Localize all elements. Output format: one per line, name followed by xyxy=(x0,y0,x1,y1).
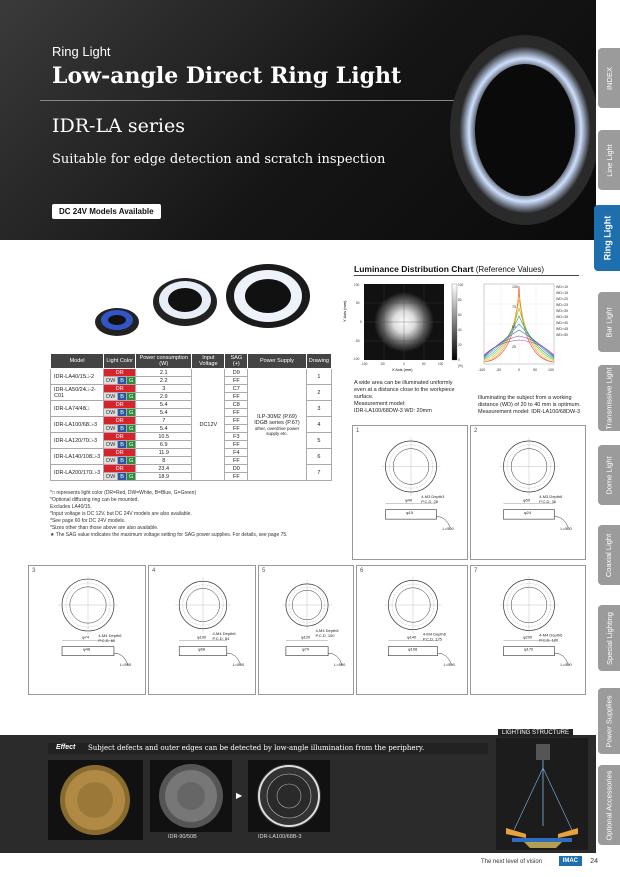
sag-cell: FF xyxy=(225,457,248,465)
map-y-tick: 100 xyxy=(354,283,360,287)
color-cell: DW xyxy=(104,425,118,433)
tab-optional-accessories[interactable]: Optional Accessories xyxy=(598,765,620,845)
power-cell: 11.9 xyxy=(136,449,192,457)
table-row xyxy=(51,369,332,377)
effect-text: Subject defects and outer edges can be detected by low-angle illumination from the periphery. xyxy=(88,744,425,752)
effect-bar xyxy=(48,743,488,754)
tab-bar-light[interactable]: Bar Light xyxy=(598,292,620,352)
dim-inner: φ108 xyxy=(408,646,418,652)
cable-length: L=500 xyxy=(119,662,132,668)
map-y-tick: 0 xyxy=(360,320,362,324)
tab-dome-light[interactable]: Dome Light xyxy=(598,445,620,505)
svg-text:50: 50 xyxy=(512,325,516,329)
tab-power-supplies[interactable]: Power Supplies xyxy=(598,688,620,754)
color-cell: DR xyxy=(104,369,136,377)
color-cell: DW xyxy=(104,473,118,481)
dim-inner: φ68 xyxy=(198,646,206,652)
dim-inner: φ170 xyxy=(524,646,534,652)
hole-spec: 4-M4 Depth6 xyxy=(212,630,236,636)
ring-light-hero-image xyxy=(430,30,600,230)
page-subtitle: Suitable for edge detection and scratch inspection xyxy=(52,152,386,167)
page-footer xyxy=(0,853,620,877)
model-cell: IDR-LA100/68□-3 xyxy=(51,417,104,433)
color-cell: G xyxy=(126,457,135,465)
spec-table: Model Light Color Power consumption (W) Input Voltage SAG (+) Power Supply Drawing IDR-LA40/15□-2 DR 2.1 DC12V D9 ILP-30M2 (P.69) IDGB series (P.67) other, overdrive power supply etc. 1 DW B G 2.2 FF IDR-LA50/24□-2-C01 DR 3 C7 2 DW B G 2.9 FF IDR-LA74/48□ DR 5.4 C8 3 DW B G 5.4 FF IDR-LA100/68□-3 DR 7 FF 4 DW B G 5.4 FF IDR-LA120/70□-3 DR 10.5 F3 5 DW B G 6.9 FF IDR-LA140/108□-3 DR 11.9 F4 6 DW B G 8 FF IDR-LA200/170□-3 DR 23.4 D0 7 DW B G 18.9 FF xyxy=(50,353,332,481)
sag-cell: FF xyxy=(225,417,248,425)
page-number: 24 xyxy=(590,858,598,865)
svg-text:0: 0 xyxy=(458,358,460,362)
tab-index[interactable]: INDEX xyxy=(598,48,620,108)
cable-length: L=500 xyxy=(560,525,572,531)
drawing-7: 7 φ200 φ170 4-M4 Depth6 P.C.D. 180 L=500 xyxy=(470,565,586,695)
dim-outer: φ50 xyxy=(523,497,531,503)
power-cell: 2.9 xyxy=(136,393,192,401)
power-cell: 8 xyxy=(136,457,192,465)
cable-length: L=500 xyxy=(443,662,455,668)
color-cell: B xyxy=(118,393,127,401)
dim-outer: φ200 xyxy=(523,634,533,640)
drawing-cell: 3 xyxy=(306,401,331,417)
dim-outer: φ140 xyxy=(407,634,417,640)
voltage-cell: DC12V xyxy=(192,369,225,481)
drawing-3: 3 φ74 φ48 4-M4 Depth6 P.C.D. 60 L=500 xyxy=(28,565,146,695)
power-cell: 5.4 xyxy=(136,401,192,409)
power-cell: 10.5 xyxy=(136,433,192,441)
power-cell: 5.4 xyxy=(136,425,192,433)
product-photos xyxy=(85,262,315,342)
dim-inner: φ24 xyxy=(524,509,532,515)
lighting-structure-diagram xyxy=(496,738,588,850)
color-cell: B xyxy=(118,409,127,417)
power-cell: 2.2 xyxy=(136,377,192,385)
color-cell: G xyxy=(126,473,135,481)
curve-legend: WD=50 xyxy=(556,333,569,337)
model-cell: IDR-LA140/108□-3 xyxy=(51,449,104,465)
tab-line-light[interactable]: Line Light xyxy=(598,130,620,190)
footer-tagline: The next level of vision xyxy=(480,859,542,865)
company-logo: IMAC xyxy=(559,856,582,866)
pcd-label: P.C.D. 84 xyxy=(212,635,230,641)
svg-text:(%): (%) xyxy=(458,364,463,368)
svg-text:50: 50 xyxy=(533,368,537,372)
color-cell: DW xyxy=(104,441,118,449)
model-cell: IDR-LA120/70□-3 xyxy=(51,433,104,449)
curve-legend: WD=20 xyxy=(556,297,569,301)
sag-cell: FF xyxy=(225,409,248,417)
x-axis-label: X Axis (mm) xyxy=(392,368,413,372)
pcd-label: P.C.D. 125 xyxy=(422,636,442,642)
power-cell: 18.9 xyxy=(136,473,192,481)
map-y-tick: -100 xyxy=(353,357,360,361)
hole-spec: 4-M3 Depth3 xyxy=(421,494,445,500)
lighting-structure-title: LIGHTING STRUCTURE xyxy=(498,729,573,737)
color-cell: G xyxy=(126,377,135,385)
dim-outer: φ74 xyxy=(82,634,90,640)
section-tabs xyxy=(596,0,620,877)
color-cell: DW xyxy=(104,457,118,465)
drawing-cell: 7 xyxy=(306,465,331,481)
color-cell: DW xyxy=(104,377,118,385)
svg-text:40: 40 xyxy=(458,328,462,332)
color-cell: DR xyxy=(104,385,136,393)
sag-cell: FF xyxy=(225,441,248,449)
power-cell: 7 xyxy=(136,417,192,425)
color-cell: B xyxy=(118,457,127,465)
drawing-4: 4 φ100 φ68 4-M4 Depth6 P.C.D. 84 L=500 xyxy=(148,565,256,695)
cable-length: L=500 xyxy=(442,525,454,531)
series-name: IDR-LA series xyxy=(52,115,185,137)
pcd-label: P.C.D. 28 xyxy=(421,499,439,505)
curve-legend: WD=10 xyxy=(556,285,569,289)
sag-cell: D9 xyxy=(225,369,248,377)
svg-text:100: 100 xyxy=(458,283,464,287)
drawing-cell: 6 xyxy=(306,449,331,465)
model-cell: IDR-LA40/15□-2 xyxy=(51,369,104,385)
curve-legend: WD=35 xyxy=(556,315,569,319)
map-y-tick: 50 xyxy=(356,301,360,305)
drawing-cell: 1 xyxy=(306,369,331,385)
sag-cell: F4 xyxy=(225,449,248,457)
color-cell: B xyxy=(118,425,127,433)
sag-cell: C8 xyxy=(225,401,248,409)
page-title: Low-angle Direct Ring Light xyxy=(52,63,402,89)
power-cell: 5.4 xyxy=(136,409,192,417)
sag-cell: FF xyxy=(225,425,248,433)
luminance-caption-right: Illuminating the subject from a working distance (WD) of 20 to 40 mm is optimum. Measurement model: IDR-LA100/68DW-3 xyxy=(478,395,581,415)
color-cell: DR xyxy=(104,449,136,457)
svg-text:0: 0 xyxy=(518,368,520,372)
color-cell: B xyxy=(118,377,127,385)
dim-outer: φ40 xyxy=(405,497,413,503)
luminance-curves xyxy=(476,280,586,380)
svg-text:25: 25 xyxy=(512,345,516,349)
svg-text:75: 75 xyxy=(512,305,516,309)
coin-photo-low-angle-ring xyxy=(248,760,330,832)
hole-spec: 4-M4 Depth6 xyxy=(98,632,122,638)
luminance-divider xyxy=(354,275,579,276)
drawing-cell: 5 xyxy=(306,433,331,449)
map-x-tick: 50 xyxy=(422,362,426,366)
tab-coaxial-light[interactable]: Coaxial Light xyxy=(598,525,620,585)
drawing-6: 6 φ140 φ108 4-M4 Depth6 P.C.D. 125 L=500 xyxy=(356,565,468,695)
dc24v-badge: DC 24V Models Available xyxy=(52,204,161,219)
power-cell: 6.9 xyxy=(136,441,192,449)
dim-inner: φ48 xyxy=(83,646,91,652)
drawing-5: 5 φ120 φ70 4-M4 Depth6 P.C.D. 100 L=500 xyxy=(258,565,354,695)
pcd-label: P.C.D. 100 xyxy=(315,633,335,639)
model-cell: IDR-LA74/48□ xyxy=(51,401,104,417)
curve-legend: WD=30 xyxy=(556,309,569,313)
map-x-tick: -50 xyxy=(380,362,385,366)
svg-text:80: 80 xyxy=(458,298,462,302)
color-cell: B xyxy=(118,441,127,449)
dim-inner: φ70 xyxy=(302,646,310,652)
svg-text:-100: -100 xyxy=(478,368,486,372)
hole-spec: 4-M4 Depth6 xyxy=(539,632,563,638)
cable-length: L=500 xyxy=(560,662,572,668)
svg-text:20: 20 xyxy=(458,343,462,347)
map-x-tick: -100 xyxy=(361,362,368,366)
power-cell: 2.1 xyxy=(136,369,192,377)
color-cell: G xyxy=(126,425,135,433)
hole-spec: 4-M4 Depth6 xyxy=(315,628,339,634)
curve-legend: WD=25 xyxy=(556,303,569,307)
dim-inner: φ15 xyxy=(406,509,414,515)
pcd-label: P.C.D. 36 xyxy=(539,499,557,505)
tab-special-lighting[interactable]: Special Lighting xyxy=(598,605,620,671)
color-cell: DR xyxy=(104,433,136,441)
tab-transmissive-light[interactable]: Transmissive Light xyxy=(598,365,620,431)
color-cell: DR xyxy=(104,401,136,409)
curve-legend: WD=15 xyxy=(556,291,569,295)
sag-cell: F3 xyxy=(225,433,248,441)
model-cell: IDR-LA50/24□-2-C01 xyxy=(51,385,104,401)
drawing-cell: 2 xyxy=(306,385,331,401)
hole-spec: 4-M3 Depth6 xyxy=(539,494,563,500)
sag-cell: FF xyxy=(225,473,248,481)
cable-length: L=500 xyxy=(334,662,346,668)
arrow-icon: ▶ xyxy=(236,791,243,800)
curve-legend: WD=40 xyxy=(556,321,569,325)
power-cell: 3 xyxy=(136,385,192,393)
hole-spec: 4-M4 Depth6 xyxy=(422,631,446,637)
power-cell: 23.4 xyxy=(136,465,192,473)
color-cell: DW xyxy=(104,409,118,417)
power-supply-cell: ILP-30M2 (P.69) IDGB series (P.67) other, overdrive power supply etc. xyxy=(248,369,307,481)
svg-text:60: 60 xyxy=(458,313,462,317)
cable-length: L=500 xyxy=(232,662,244,668)
tab-ring-light[interactable]: Ring Light xyxy=(594,205,620,271)
luminance-caption-left: A wide area can be illuminated uniformly even at a distance close to the workpiece surface. Measurement model: IDR-LA100/68DW-3 WD: 20mm xyxy=(354,380,455,414)
coin-photo-original xyxy=(48,760,143,840)
sag-cell: FF xyxy=(225,393,248,401)
color-cell: B xyxy=(118,473,127,481)
color-cell: G xyxy=(126,441,135,449)
hero-banner xyxy=(0,0,596,240)
pcd-label: P.C.D. 60 xyxy=(98,637,116,643)
color-cell: DR xyxy=(104,465,136,473)
drawing-cell: 4 xyxy=(306,417,331,433)
sag-cell: D0 xyxy=(225,465,248,473)
model-cell: IDR-LA200/170□-3 xyxy=(51,465,104,481)
dim-outer: φ120 xyxy=(301,634,311,640)
coin-photo-standard-ring xyxy=(150,760,232,832)
svg-text:-50: -50 xyxy=(496,368,502,372)
spec-notes: *□ represents light color (DR=Red, DW=White, B=Blue, G=Green) *Optional diffusing ring can be mounted. Excludes LA40/15. *Input voltage is DC 12V, but DC 24V models are also available. *See page 60 for DC 24V models. *Sizes other than those above are also available. ★ The SAG value indicates the maximum voltage setting for SAG power supplies. For details, see page 75. xyxy=(50,490,288,538)
sag-cell: FF xyxy=(225,377,248,385)
luminance-map xyxy=(342,280,470,375)
y-axis-label: Y Axis (mm) xyxy=(342,300,347,322)
effect-label: Effect xyxy=(56,744,76,751)
svg-text:100: 100 xyxy=(548,368,554,372)
color-cell: G xyxy=(126,393,135,401)
caption-standard: IDR-90/50B xyxy=(168,834,197,840)
curve-legend: WD=45 xyxy=(556,327,569,331)
dim-outer: φ100 xyxy=(197,634,207,640)
sag-cell: C7 xyxy=(225,385,248,393)
drawing-2: 2 φ50 φ24 4-M3 Depth6 P.C.D. 36 L=500 xyxy=(470,425,586,560)
map-x-tick: 0 xyxy=(403,362,405,366)
luminance-chart-title: Luminance Distribution Chart (Reference Values) xyxy=(354,264,545,274)
map-x-tick: 100 xyxy=(438,362,444,366)
color-cell: DR xyxy=(104,417,136,425)
drawing-1: 1 φ40 φ15 4-M3 Depth3 P.C.D. 28 L=500 xyxy=(352,425,468,560)
map-y-tick: -50 xyxy=(355,339,360,343)
color-cell: DW xyxy=(104,393,118,401)
caption-low-angle: IDR-LA100/68B-3 xyxy=(258,834,302,840)
color-cell: G xyxy=(126,409,135,417)
category-kicker: Ring Light xyxy=(52,44,111,59)
pcd-label: P.C.D. 180 xyxy=(539,637,559,643)
svg-text:100: 100 xyxy=(512,285,518,289)
